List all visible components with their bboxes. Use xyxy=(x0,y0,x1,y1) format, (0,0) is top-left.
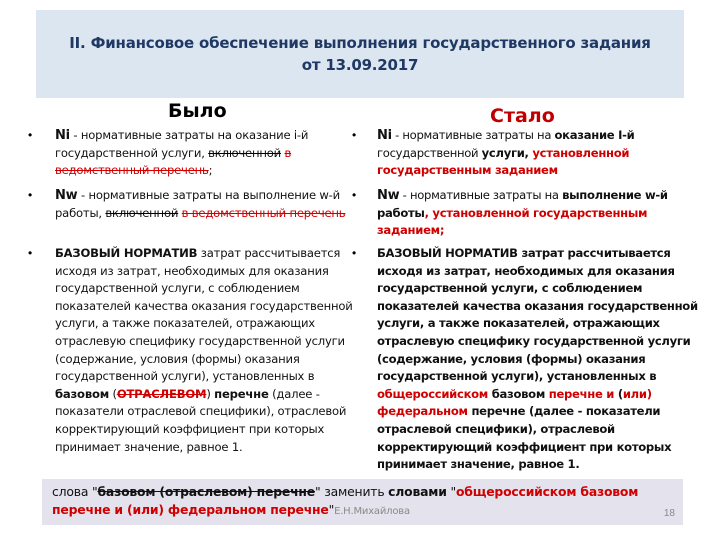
item-text: затрат рассчитывается исходя из затрат, необходимых для оказания государственной услуги, с соблюдением показателей качества оказания государственной услуги, а также показателей, отражающих отраслевую специфику государственной услуги (содержание, условия (формы) оказания государственной услуги), установленных в xyxy=(55,246,353,384)
before-item-ni xyxy=(55,127,355,180)
bold-word: базовом xyxy=(55,386,109,401)
slide-title-line-1: II. Финансовое обеспечение выполнения государственного задания xyxy=(69,34,651,52)
item-tail: ; xyxy=(208,163,213,178)
struck-red-text: в ведомственный перечень xyxy=(55,145,292,178)
struck-text: включенной xyxy=(208,145,281,160)
footer-quote: " xyxy=(446,484,456,499)
footer-note-box xyxy=(42,479,683,525)
bullet-icon: • xyxy=(352,128,357,142)
footer-struck-text: базовом (отраслевом) перечне xyxy=(97,484,315,499)
footer-note xyxy=(52,483,682,521)
footer-quote: " xyxy=(328,502,335,517)
bold-word: перечне xyxy=(214,386,269,401)
after-item-nw xyxy=(377,187,707,240)
footer-prefix: слова " xyxy=(52,484,98,499)
bullet-icon: • xyxy=(28,246,33,260)
item-text: - нормативные затраты на xyxy=(399,188,563,202)
before-item-base-norm xyxy=(55,245,355,456)
struck-red-text: в ведомственный перечень xyxy=(181,205,346,220)
paren: ( xyxy=(109,386,117,401)
term-ni: Ni xyxy=(55,128,70,143)
red-text: , установленной государственным заданием; xyxy=(377,205,648,238)
item-tail: (далее - показатели отраслевой специфики), отраслевой корректирующий коэффициент при которых принимает значение, равное 1. xyxy=(55,386,347,454)
item-text: - нормативные затраты на xyxy=(391,128,555,142)
slide-title-banner xyxy=(36,10,684,98)
author-name: Е.Н.Михайлова xyxy=(334,506,410,517)
red-text: или) xyxy=(622,386,652,401)
struck-text: включенной xyxy=(105,205,179,220)
slide-title-line-2: от 13.09.2017 xyxy=(301,56,419,74)
term-nw: Nw xyxy=(377,188,400,203)
paren: ) xyxy=(206,386,215,401)
footer-middle: " заменить xyxy=(314,484,389,499)
after-item-base-norm xyxy=(377,245,707,474)
item-text: базовом xyxy=(487,386,549,401)
term-base-norm: БАЗОВЫЙ НОРМАТИВ xyxy=(55,246,198,260)
struck-red-text: ОТРАСЛЕВОМ xyxy=(116,386,207,401)
bold-text: услуги, xyxy=(481,145,533,160)
bold-text: выполнение w-й работы xyxy=(377,188,668,220)
red-text: перечне и xyxy=(548,386,615,401)
item-text: БАЗОВЫЙ НОРМАТИВ затрат рассчитывается исходя из затрат, необходимых для оказания государственной услуги, с соблюдением показателей качества оказания государственной услуги, а также показателей, отражающих отраслевую специфику государственной услуги (содержание, условия (формы) оказания государственной услуги), установленных в xyxy=(377,246,698,384)
after-item-ni xyxy=(377,127,707,180)
item-text: - нормативные затраты на выполнение w-й работы, xyxy=(55,188,340,220)
before-item-nw xyxy=(55,187,355,222)
red-text: установленной государственным заданием xyxy=(377,145,630,178)
bold-text: оказание I-й xyxy=(554,128,635,142)
column-title-after: Стало xyxy=(490,105,555,127)
item-text: - нормативные затраты на оказание i-й государственной услуги, xyxy=(55,128,309,160)
bullet-icon: • xyxy=(28,188,33,202)
bullet-icon: • xyxy=(28,128,33,142)
bullet-icon: • xyxy=(352,246,357,260)
bullet-icon: • xyxy=(352,188,357,202)
item-text: государственной xyxy=(377,145,482,160)
column-title-before: Было xyxy=(168,100,227,122)
red-text: федеральном xyxy=(377,404,468,419)
red-text: общероссийском xyxy=(377,386,488,401)
item-tail: перечне (далее - показатели отраслевой специфики), отраслевой корректирующий коэффициент при которых принимает значение, равное 1. xyxy=(377,404,672,472)
term-ni: Ni xyxy=(377,128,392,143)
footer-red-text: общероссийском базовом перечне и (или) федеральном перечне xyxy=(52,484,639,517)
term-nw: Nw xyxy=(55,188,78,203)
item-text: ( xyxy=(614,386,623,401)
footer-bold-word: словами xyxy=(388,484,447,499)
page-number: 18 xyxy=(663,508,675,519)
